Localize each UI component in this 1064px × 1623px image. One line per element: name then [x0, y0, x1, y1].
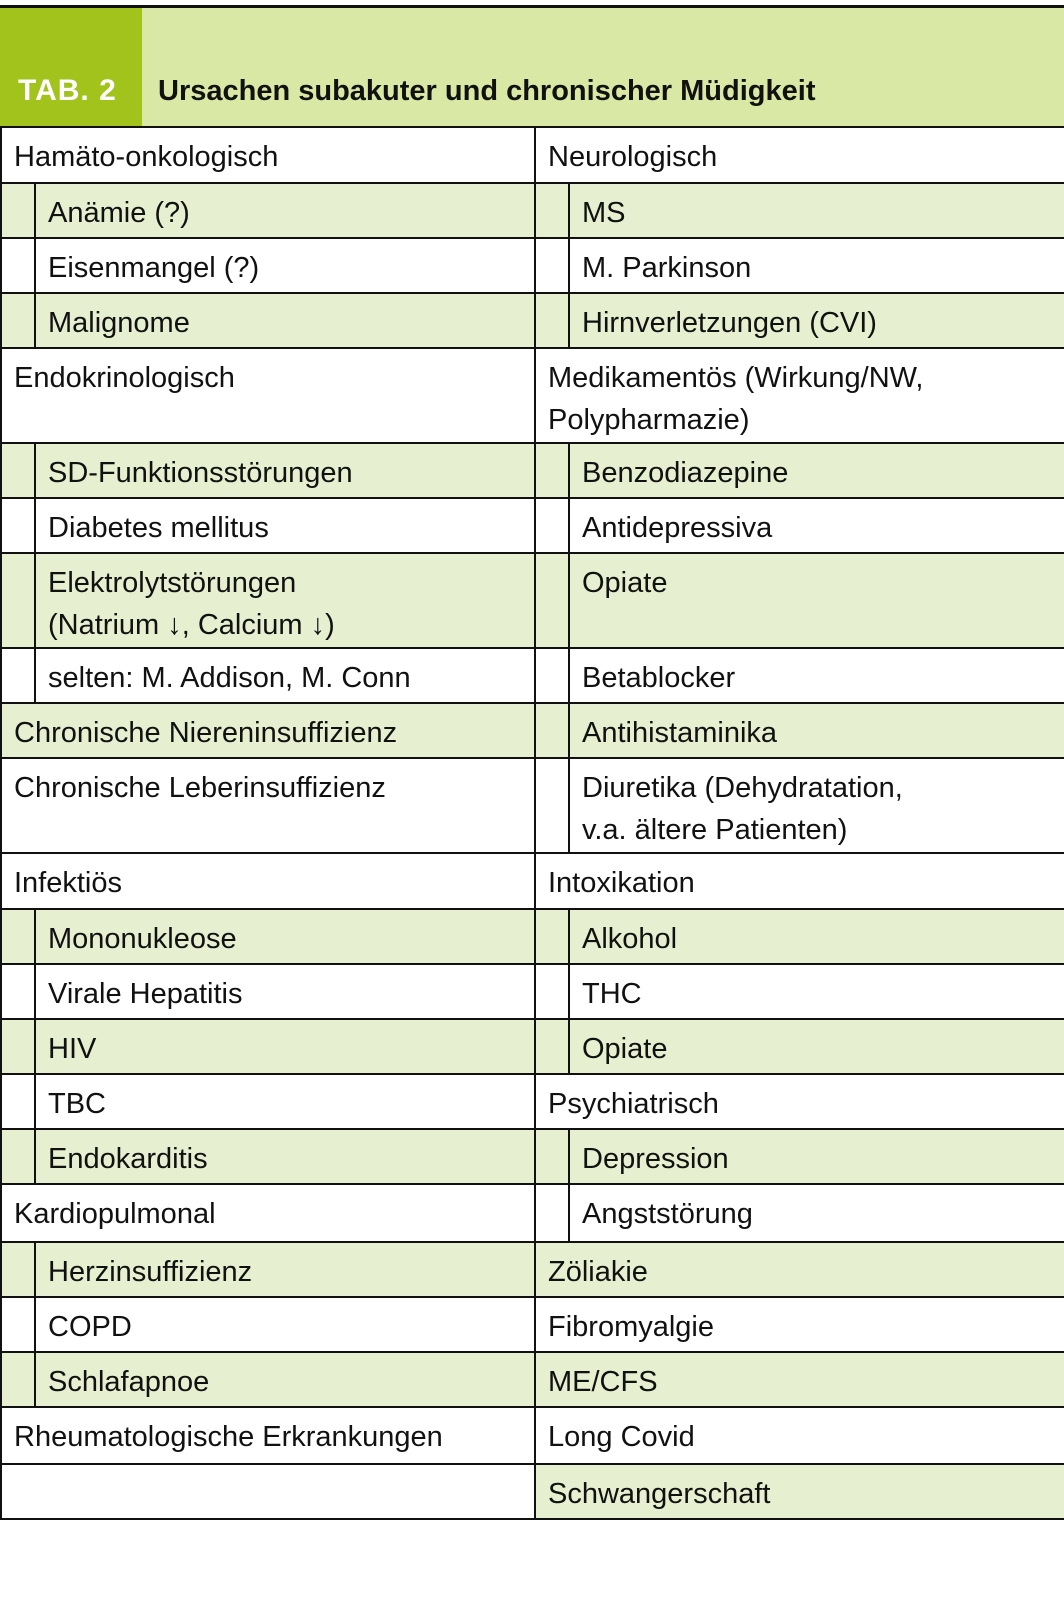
item-text: Antihistaminika: [582, 717, 778, 749]
item-text: COPD: [48, 1311, 132, 1343]
table-grid: [0, 126, 1064, 1520]
left-row: [2, 1463, 534, 1518]
right-row: [536, 1296, 1064, 1351]
left-row: [2, 347, 534, 442]
indent-cell: [2, 965, 36, 1018]
indent-cell: [2, 1243, 36, 1296]
item-text: MS: [582, 197, 626, 229]
right-row: [536, 908, 1064, 963]
right-row: [536, 963, 1064, 1018]
left-row: [2, 237, 534, 292]
left-row: [2, 908, 534, 963]
indent-cell: [536, 759, 570, 852]
left-row: [2, 647, 534, 702]
right-row: [536, 182, 1064, 237]
indent-cell: [536, 499, 570, 552]
right-row: [536, 347, 1064, 442]
item-text: Eisenmangel (?): [48, 252, 260, 284]
item-text: Anämie (?): [48, 197, 190, 229]
indent-cell: [536, 1185, 570, 1241]
indent-cell: [536, 1130, 570, 1183]
item-text: Diuretika (Dehydratation, v.a. ältere Patienten): [582, 772, 903, 846]
category-text: ME/CFS: [548, 1366, 658, 1398]
item-text: Diabetes mellitus: [48, 512, 269, 544]
table-header: [0, 8, 1064, 126]
left-row: [2, 1128, 534, 1183]
item-text: Opiate: [582, 1033, 668, 1065]
item-text: Schlafapnoe: [48, 1366, 210, 1398]
item-text: Opiate: [582, 567, 668, 599]
item-text: Benzodiazepine: [582, 457, 789, 489]
indent-cell: [536, 444, 570, 497]
indent-cell: [536, 184, 570, 237]
right-row: [536, 1351, 1064, 1406]
category-text: Psychiatrisch: [548, 1088, 719, 1120]
category-text: Schwangerschaft: [548, 1478, 771, 1510]
indent-cell: [2, 1130, 36, 1183]
item-text: TBC: [48, 1088, 106, 1120]
category-text: Long Covid: [548, 1421, 695, 1453]
category-text: Kardiopulmonal: [14, 1198, 216, 1230]
category-text: [2, 1465, 24, 1518]
left-column: [2, 126, 536, 1518]
right-row: [536, 1406, 1064, 1463]
table-title: Ursachen subakuter und chronischer Müdigkeit: [158, 75, 816, 107]
indent-cell: [2, 499, 36, 552]
category-text: Fibromyalgie: [548, 1311, 714, 1343]
right-row: [536, 237, 1064, 292]
right-row: [536, 757, 1064, 852]
left-row: [2, 963, 534, 1018]
category-text: Zöliakie: [548, 1256, 648, 1288]
item-text: Endokarditis: [48, 1143, 208, 1175]
left-row: [2, 442, 534, 497]
category-text: Hamäto-onkologisch: [14, 141, 279, 173]
fatigue-causes-table: [0, 5, 1064, 1520]
indent-cell: [2, 649, 36, 702]
right-row: [536, 647, 1064, 702]
item-text: Depression: [582, 1143, 729, 1175]
category-text: Infektiös: [14, 867, 122, 899]
right-row: [536, 1073, 1064, 1128]
item-text: THC: [582, 978, 642, 1010]
right-column: [536, 126, 1064, 1518]
left-row: [2, 1183, 534, 1241]
left-row: [2, 1351, 534, 1406]
indent-cell: [2, 184, 36, 237]
right-row: [536, 1018, 1064, 1073]
right-row: [536, 552, 1064, 647]
left-row: [2, 852, 534, 908]
item-text: Virale Hepatitis: [48, 978, 243, 1010]
left-row: [2, 126, 534, 182]
right-row: [536, 497, 1064, 552]
category-text: Neurologisch: [548, 141, 718, 173]
indent-cell: [536, 239, 570, 292]
left-row: [2, 497, 534, 552]
right-row: [536, 126, 1064, 182]
item-text: Elektrolytstörungen (Natrium ↓, Calcium ↓): [48, 567, 335, 641]
category-text: Chronische Leberinsuffizienz: [14, 772, 386, 804]
left-row: [2, 702, 534, 757]
left-row: [2, 292, 534, 347]
left-row: [2, 1296, 534, 1351]
right-row: [536, 852, 1064, 908]
right-row: [536, 442, 1064, 497]
indent-cell: [2, 444, 36, 497]
indent-cell: [536, 649, 570, 702]
item-text: Herzinsuffizienz: [48, 1256, 253, 1288]
right-row: [536, 1183, 1064, 1241]
indent-cell: [2, 1020, 36, 1073]
indent-cell: [2, 294, 36, 347]
category-text: Intoxikation: [548, 867, 695, 899]
left-row: [2, 1241, 534, 1296]
indent-cell: [2, 239, 36, 292]
category-text: Chronische Niereninsuffizienz: [14, 717, 398, 749]
right-row: [536, 702, 1064, 757]
right-row: [536, 292, 1064, 347]
item-text: HIV: [48, 1033, 97, 1065]
tab-badge: [0, 8, 142, 126]
indent-cell: [2, 1075, 36, 1128]
item-text: selten: M. Addison, M. Conn: [48, 662, 411, 694]
indent-cell: [536, 294, 570, 347]
left-row: [2, 182, 534, 237]
item-text: Hirnverletzungen (CVI): [582, 307, 877, 339]
indent-cell: [2, 910, 36, 963]
item-text: Mononukleose: [48, 923, 237, 955]
left-row: [2, 1073, 534, 1128]
indent-cell: [536, 965, 570, 1018]
left-row: [2, 757, 534, 852]
left-row: [2, 552, 534, 647]
indent-cell: [536, 704, 570, 757]
item-text: SD-Funktionsstörungen: [48, 457, 353, 489]
item-text: Antidepressiva: [582, 512, 773, 544]
left-row: [2, 1406, 534, 1463]
indent-cell: [536, 1020, 570, 1073]
right-row: [536, 1128, 1064, 1183]
category-text: Rheumatologische Erkrankungen: [14, 1421, 443, 1453]
item-text: Angststörung: [582, 1198, 753, 1230]
indent-cell: [536, 910, 570, 963]
left-row: [2, 1018, 534, 1073]
tab-label: TAB. 2: [18, 74, 117, 107]
category-text: Medikamentös (Wirkung/NW, Polypharmazie): [548, 362, 924, 436]
item-text: M. Parkinson: [582, 252, 752, 284]
indent-cell: [2, 1353, 36, 1406]
right-row: [536, 1241, 1064, 1296]
indent-cell: [536, 554, 570, 647]
item-text: Betablocker: [582, 662, 736, 694]
indent-cell: [2, 1298, 36, 1351]
right-row: [536, 1463, 1064, 1518]
item-text: Malignome: [48, 307, 190, 339]
item-text: Alkohol: [582, 923, 678, 955]
category-text: Endokrinologisch: [14, 362, 235, 394]
indent-cell: [2, 554, 36, 647]
